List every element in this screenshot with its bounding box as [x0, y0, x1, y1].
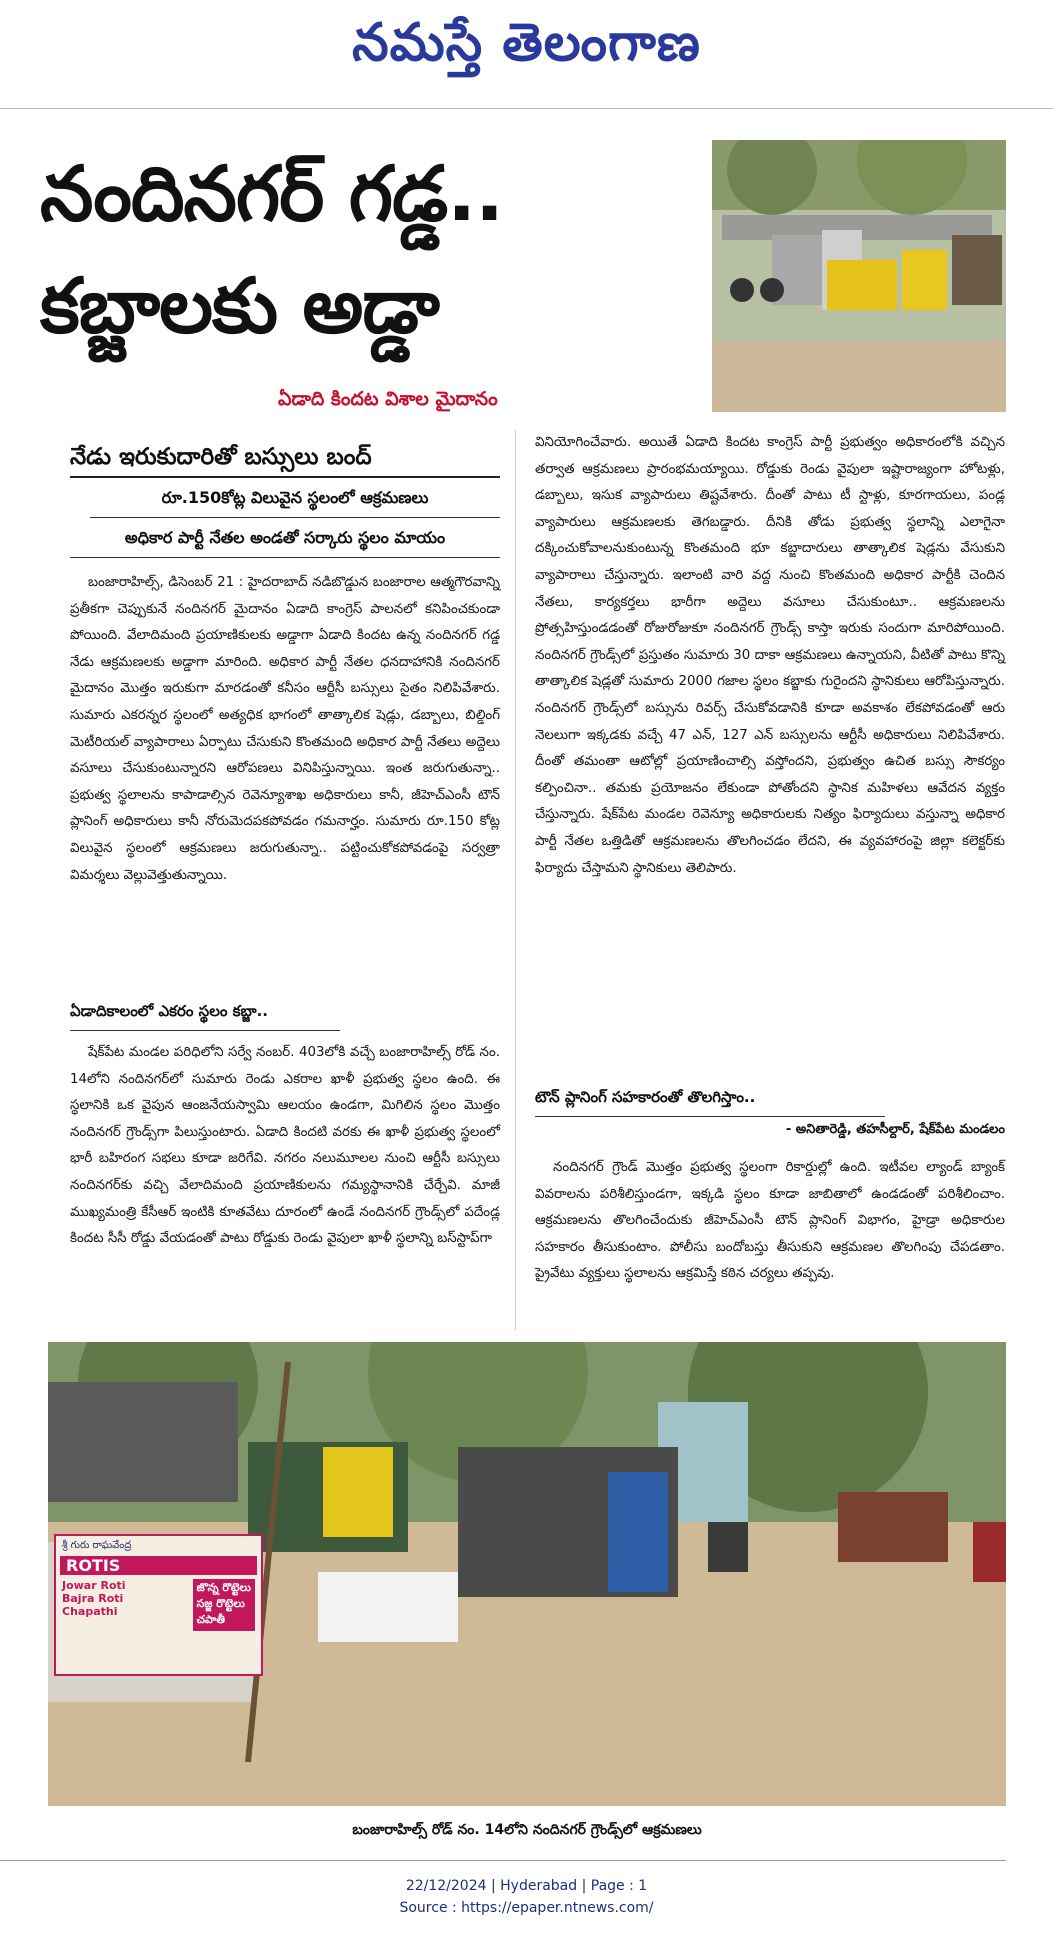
article-paragraph: నందినగర్ గ్రౌండ్ మొత్తం ప్రభుత్వ స్థలంగా రికార్డుల్లో ఉంది. ఇటీవల ల్యాండ్ బ్యాంక్ వివరాలను పరిశీలిస్తుండగా, ఇక్కడి స్థలం కూడా జాబితాలో ఉండడంతో పరిశీలించాం. ఆక్రమణలను తొలగించేందుకు జీహెచ్ఎంసీ టౌన్ ప్లానింగ్ విభాగం, హైడ్రా అధికారుల సహకారం తీసుకుంటాం. పోలీసు బందోబస్తు తీసుకుని ఆక్రమణల తొలగింపు చేపడతాం. ప్రైవేటు వ్యక్తులు స్థలాలను ఆక్రమిస్తే కఠిన చర్యలు తప్పవు. — [535, 1160, 1005, 1282]
sign-item-te-1: జొన్న రొట్టెలు — [196, 1581, 251, 1594]
top-photo-food-stalls — [712, 140, 1006, 412]
headline-line-1: నందినగర్ గడ్డ.. — [40, 149, 504, 238]
sign-item-te-3: చపాతీ — [196, 1613, 225, 1626]
deck-tertiary: అధికార పార్టీ నేతల అండతో సర్కారు స్థలం మాయం — [70, 528, 500, 558]
sign-top-text: శ్రీ గురు రాఘవేంద్ర — [62, 1540, 132, 1551]
sign-item-te-2: సజ్జ రొట్టెలు — [196, 1597, 245, 1610]
article-paragraph: షేక్‌పేట మండల పరిధిలోని సర్వే నంబర్. 403లోకి వచ్చే బంజారాహిల్స్ రోడ్ నం. 14లోని నందినగర్‌లో సుమారు రెండు ఎకరాల ఖాళీ ప్రభుత్వ స్థలం ఉంది. ఈ స్థలానికి ఒక వైపున ఆంజనేయస్వామి ఆలయం ఉండగా, మిగిలిన స్థలం మొత్తం నందినగర్ గ్రౌండ్స్‌గా పిలుస్తుంటారు. ఏడాది కిందటి వరకు ఈ ఖాళీ ప్రభుత్వ స్థలంలో భారీ బహిరంగ సభలు కూడా జరిగేవి. నగరం నలుమూలల నుంచి ఆర్టీసీ బస్సులు నందినగర్‌కు వచ్చి వేలాదిమంది ప్రయాణికులను గమ్యస్థానానికి చేర్చేవి. మాజీ ముఖ్యమంత్రి కేసీఆర్ ఇంటికి కూతవేటు దూరంలో ఉండే నందినగర్ గ్రౌండ్స్‌లో పదేండ్ల కిందట సీసీ రోడ్డు వేయడంతో పాటు రోడ్డుకు రెండు వైపులా ఖాళీ స్థలాన్ని బస్‌స్టాప్‌గా — [70, 1045, 500, 1247]
article-paragraph: వినియోగించేవారు. అయితే ఏడాది కిందట కాంగ్రెస్ పార్టీ ప్రభుత్వం అధికారంలోకి వచ్చిన తర్వాత ఆక్రమణలు ప్రారంభమయ్యాయి. రోడ్డుకు రెండు వైపులా ఇష్టారాజ్యంగా హోటళ్లు, డబ్బాలు, ఇసుక వ్యాపారులు తిష్టవేశారు. దీంతో పాటు టీ స్టాళ్లు, కూరగాయలు, పండ్ల వ్యాపారులు ఆక్రమణలకు తెగబడ్డారు. దీనికి తోడు ప్రభుత్వ స్థలాన్ని ఎలాగైనా దక్కించుకోవాలనుకుంటున్న కొంతమంది భూ కబ్జాదారులు తాత్కాలిక షెడ్లను వేసుకుని వ్యాపారాలు చేస్తున్నారు. ఇలాంటి వారి వద్ద నుంచి కొంతమంది అధికార పార్టీకి చెందిన నేతలు, కార్యకర్తలు భారీగా అద్దెలు వసూలు చేసుకుంటూ.. ఆక్రమణలను ప్రోత్సహిస్తుండడంతో రోజురోజుకూ నందినగర్ గ్రౌండ్స్ కాస్తా ఇరుకు సందుగా మారిపోయింది. నందినగర్ గ్రౌండ్స్‌లో ప్రస్తుతం సుమారు 30 దాకా ఆక్రమణలు ఉన్నాయని, వీటితో పాటు కొన్ని తాత్కాలిక షెడ్లతో సుమారు 2000 గజాల స్థలం కబ్జాకు గురైందని స్థానికులు ఆరోపిస్తున్నారు. నందినగర్ గ్రౌండ్స్‌లో బస్సును రివర్స్ చేసుకోవడానికి కూడా అవకాశం లేకపోవడంతో ఆరు నెలలుగా ఇక్కడకు వచ్చే 47 ఎన్, 127 ఎన్ బస్సులను ఆర్టీసీ అధికారులు నిలిపివేశారు. దీంతో తమంతా ఆటోల్లో ప్రయాణించాల్సి వస్తోందని, ప్రభుత్వం ఉచిత బస్సు సౌకర్యం కల్పించినా.. తమకు ప్రయోజనం లేకుండా పోతోందని స్థానిక మహిళలు ఆవేదన వ్యక్తం చేస్తున్నారు. షేక్‌పేట మండల రెవెన్యూ అధికారులకు నిత్యం ఫిర్యాదులు వస్తున్నా అధికార పార్టీ నేతల ఒత్తిడితో ఆక్రమణలను తొలగించడం లేదని, ఈ వ్యవహారంపై జిల్లా కలెక్టర్‌కు ఫిర్యాదు చేస్తామని స్థానికులు తెలిపారు. — [535, 435, 1005, 876]
deck-main: నేడు ఇరుకుదారితో బస్సులు బంద్ — [70, 438, 500, 478]
subheading-1: ఏడాదికాలంలో ఎకరం స్థలం కబ్జా.. — [70, 1002, 340, 1031]
headline — [40, 138, 705, 362]
top-divider — [0, 108, 1053, 109]
quote-byline: - అనితారెడ్డి, తహసీల్దార్, షేక్‌పేట మండలం — [785, 1122, 1005, 1137]
bottom-divider — [0, 1860, 1006, 1861]
footer-date-edition: 22/12/2024 | Hyderabad | Page : 1 — [405, 1878, 648, 1894]
headline-kicker: ఏడాది కిందట విశాల మైదానం — [278, 388, 498, 410]
article-paragraph: బంజారాహిల్స్, డిసెంబర్ 21 : హైదరాబాద్ నడిబొడ్డున బంజారాల ఆత్మగౌరవాన్ని ప్రతీకగా చెప్పుకునే నందినగర్ మైదానం ఏడాది కాంగ్రెస్ పాలనలో కనిపించకుండా పోయింది. వేలాదిమంది ప్రయాణికులకు అడ్డాగా ఏడాది కిందట ఉన్న నందినగర్ గడ్డ నేడు ఆక్రమణలకు అడ్డాగా మారింది. అధికార పార్టీ నేతల ధనదాహానికి నందినగర్ మైదానం మొత్తం ఇరుకుగా మారడంతో కనీసం ఆర్టీసీ బస్సులు సైతం నిలిపివేశారు. సుమారు ఎకరన్నర స్థలంలో అత్యధిక భాగంలో తాత్కాలిక షెడ్లు, డబ్బాలు, బిల్డింగ్ మెటీరియల్ వ్యాపారాలు ఏర్పాటు చేసుకుని కొంతమంది అధికార పార్టీ నేతలు అద్దెలు వసూలు చేసుకుంటున్నారని ఆరోపణలు వినిపిస్తున్నాయి. ఇంత జరుగుతున్నా.. ప్రభుత్వ స్థలాలను కాపాడాల్సిన రెవెన్యూశాఖ అధికారులు కానీ, జీహెచ్ఎంసీ టౌన్ ప్లానింగ్ అధికారులు కానీ నోరుమెదపకపోవడం గమనార్హం. సుమారు రూ.150 కోట్ల విలువైన స్థలంలో ఆక్రమణలు జరుగుతున్నా.. పట్టించుకోకపోవడంపై సర్వత్రా విమర్శలు వెల్లువెత్తుతున్నాయి. — [70, 575, 500, 883]
sign-item-jowar: Jowar Roti — [62, 1579, 126, 1592]
column-divider — [515, 430, 516, 1330]
deck-secondary: రూ.150కోట్ల విలువైన స్థలంలో ఆక్రమణలు — [90, 488, 500, 518]
sign-item-bajra: Bajra Roti — [62, 1592, 124, 1605]
article-column-1 — [70, 570, 500, 889]
main-photo-encroachments — [48, 1342, 1006, 1806]
subheading-2: టౌన్ ప్లానింగ్ సహకారంతో తొలగిస్తాం.. — [535, 1088, 885, 1117]
photo-caption: బంజారాహిల్స్ రోడ్ నం. 14లోని నందినగర్ గ్రౌండ్స్‌లో ఆక్రమణలు — [352, 1822, 702, 1838]
article-column-2b — [535, 1155, 1005, 1288]
article-column-1b — [70, 1040, 500, 1253]
article-column-2 — [535, 430, 1005, 882]
headline-line-2: కబ్జాలకు అడ్డా — [40, 261, 439, 350]
sign-item-chapathi: Chapathi — [62, 1605, 118, 1618]
roti-stall-sign — [54, 1534, 263, 1676]
newspaper-masthead: నమస్తే తెలంగాణ — [352, 12, 701, 73]
sign-title: ROTIS — [60, 1556, 257, 1575]
footer-source-link[interactable]: Source : https://epaper.ntnews.com/ — [399, 1900, 654, 1916]
